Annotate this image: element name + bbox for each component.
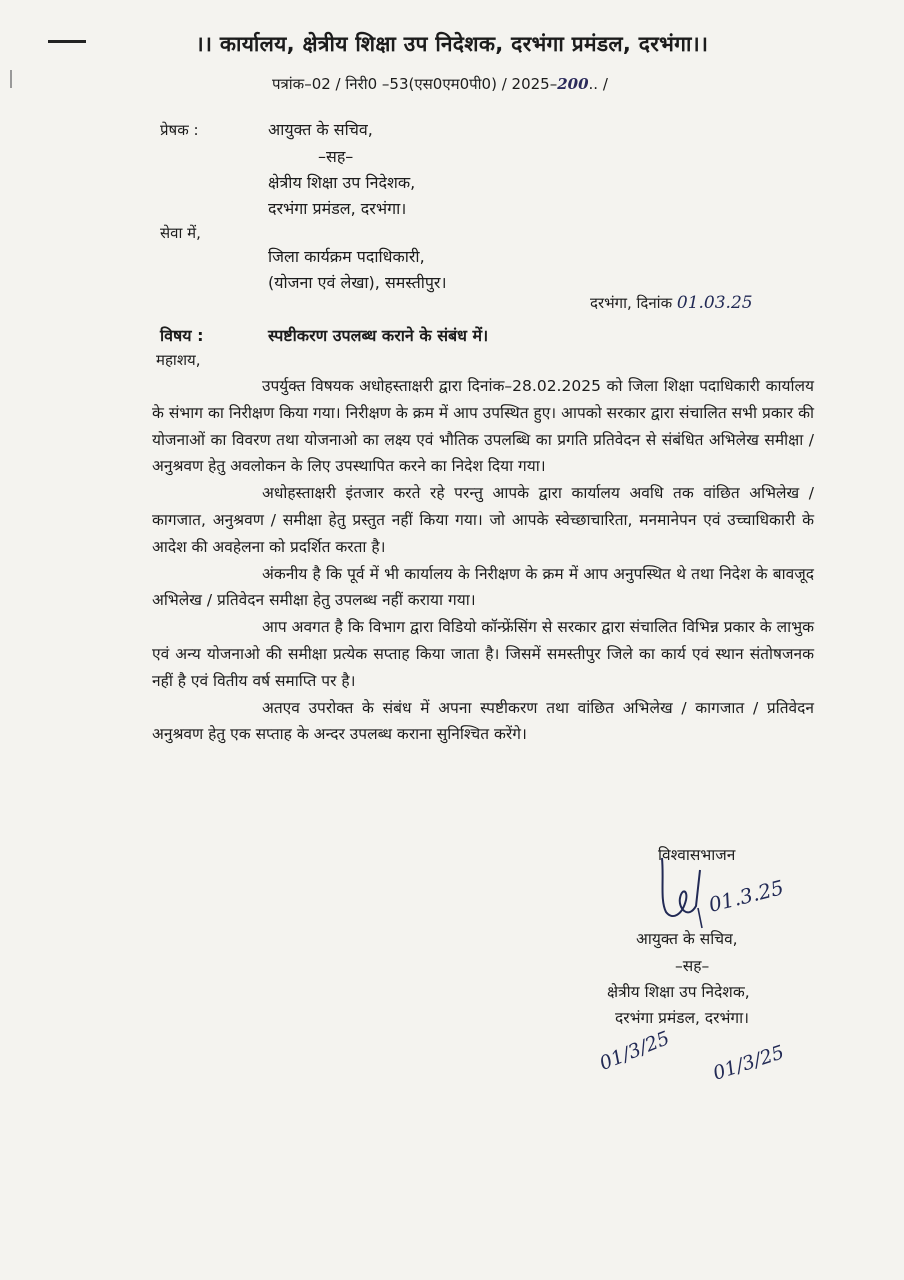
body-paragraph: अधोहस्ताक्षरी इंतजार करते रहे परन्तु आपके द्वारा कार्यालय अवधि तक वांछित अभिलेख / कागजात, अनुश्रवण / समीक्षा हेतु प्रस्तुत नहीं किया गया। जो आपके स्वेच्छाचारिता, मनमानेपन एवं उच्चाधिकारी के आदेश की अवहेलना को प्रदर्शित करता है। <box>152 484 814 556</box>
ref-prefix: पत्रांक–02 / निरी0 –53(एस0एम0पी0) / 2025– <box>272 75 558 93</box>
signatory-line: क्षेत्रीय शिक्षा उप निदेशक, <box>607 983 750 1001</box>
date-handwritten: 01.03.25 <box>676 293 753 313</box>
valediction: विश्वासभाजन <box>658 846 736 864</box>
sender-label: प्रेषक : <box>160 121 199 139</box>
body-paragraph: उपर्युक्त विषयक अधोहस्ताक्षरी द्वारा दिनांक–28.02.2025 को जिला शिक्षा पदाधिकारी कार्यालय के संभाग का निरीक्षण किया गया। निरीक्षण के क्रम में आप उपस्थित हुए। आपको सरकार द्वारा संचालित सभी प्रकार की योजनाओं का विवरण तथा योजनाओ का लक्ष्य एवं भौतिक उपलब्धि का प्रगति प्रतिवेदन से संबंधित अभिलेख समीक्षा / अनुश्रवण हेतु अवलोकन के लिए उपस्थापित करने का निदेश दिया गया। <box>152 377 814 476</box>
recipient-label: सेवा में, <box>160 224 201 242</box>
body-paragraph: अंकनीय है कि पूर्व में भी कार्यालय के निरीक्षण के क्रम में आप अनुपस्थित थे तथा निदेश के बावजूद अभिलेख / प्रतिवेदन समीक्षा हेतु उपलब्ध नहीं कराया गया। <box>152 564 814 610</box>
subject-text: स्पष्टीकरण उपलब्ध कराने के संबंध में। <box>268 326 489 345</box>
salutation: महाशय, <box>156 351 201 369</box>
sender-line: आयुक्त के सचिव, <box>268 120 373 139</box>
sender-line: –सह– <box>318 147 354 166</box>
date-prefix: दरभंगा, दिनांक <box>590 294 673 312</box>
signatory-line: –सह– <box>675 957 710 975</box>
letter-date <box>590 293 753 313</box>
ref-handwritten-number: 200 <box>557 75 589 93</box>
initial-note: 01/3/25 <box>596 1027 673 1075</box>
office-title: ।। कार्यालय, क्षेत्रीय शिक्षा उप निदेशक, दरभंगा प्रमंडल, दरभंगा।। <box>195 32 709 56</box>
recipient-line: जिला कार्यक्रम पदाधिकारी, <box>268 247 425 266</box>
letter-body <box>152 373 814 748</box>
signature-date: 01.3.25 <box>706 875 787 917</box>
ref-suffix: .. / <box>588 75 608 93</box>
sender-line: दरभंगा प्रमंडल, दरभंगा। <box>268 199 407 218</box>
body-paragraph: अतएव उपरोक्त के संबंध में अपना स्पष्टीकरण तथा वांछित अभिलेख / कागजात / प्रतिवेदन अनुश्रवण हेतु एक सप्ताह के अन्दर उपलब्ध कराना सुनिश्चित करेंगे। <box>152 698 814 744</box>
signatory-line: दरभंगा प्रमंडल, दरभंगा। <box>615 1009 749 1027</box>
body-paragraph: आप अवगत है कि विभाग द्वारा विडियो कॉन्फ्रेंसिंग से सरकार द्वारा संचालित विभिन्न प्रकार के लाभुक एवं अन्य योजनाओ की समीक्षा प्रत्येक सप्ताह किया जाता है। जिसमें समस्तीपुर जिले का कार्य एवं स्थान संतोषजनक नहीं है एवं वितीय वर्ष समाप्ति पर है। <box>152 618 814 690</box>
sender-line: क्षेत्रीय शिक्षा उप निदेशक, <box>268 173 416 192</box>
signatory-line: आयुक्त के सचिव, <box>636 930 738 948</box>
subject-label: विषय : <box>160 326 204 345</box>
initial-note: 01/3/25 <box>710 1041 787 1085</box>
recipient-line: (योजना एवं लेखा), समस्तीपुर। <box>268 273 447 292</box>
margin-tick <box>10 70 12 88</box>
reference-number <box>272 74 608 94</box>
